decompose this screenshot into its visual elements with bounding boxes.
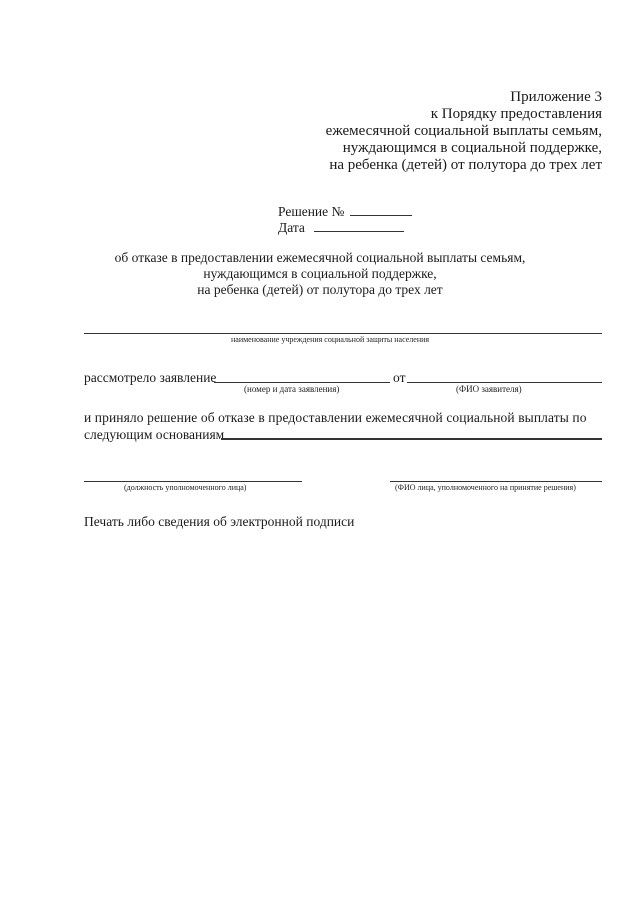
review-label: рассмотрело заявление [84, 370, 217, 385]
position-caption: (должность уполномоченного лица) [124, 483, 247, 492]
decision-date-label: Дата [278, 220, 305, 235]
decision-date-row [278, 220, 404, 236]
document-title [0, 250, 640, 298]
title-line: нуждающимся в социальной поддержке, [203, 266, 437, 281]
grounds-text: и приняло решение об отказе в предоставлении ежемесячной социальной выплаты по [84, 410, 587, 425]
appendix-line: Приложение 3 [510, 89, 602, 105]
name-caption: (ФИО лица, уполномоченного на принятие решения) [395, 483, 576, 492]
title-line: на ребенка (детей) от полутора до трех лет [197, 282, 443, 297]
appendix-line: нуждающимся в социальной поддержке, [342, 140, 602, 156]
institution-field[interactable] [84, 333, 602, 334]
applicant-caption: (ФИО заявителя) [456, 384, 522, 394]
application-caption: (номер и дата заявления) [244, 384, 340, 394]
decision-number-row [278, 204, 412, 220]
institution-caption: наименование учреждения социальной защиты населения [231, 335, 430, 344]
appendix-line: ежемесячной социальной выплаты семьям, [325, 123, 602, 139]
position-field[interactable] [84, 481, 302, 482]
application-field[interactable] [214, 382, 390, 383]
applicant-field[interactable] [407, 382, 602, 383]
decision-date-field[interactable] [314, 220, 404, 232]
stamp-text: Печать либо сведения об электронной подписи [84, 514, 355, 529]
decision-number-field[interactable] [350, 204, 412, 216]
appendix-header [326, 89, 602, 174]
decision-number-label: Решение № [278, 204, 345, 219]
appendix-line: к Порядку предоставления [430, 106, 602, 122]
grounds-label: следующим основаниям [84, 427, 225, 442]
review-from-label: от [393, 370, 406, 385]
appendix-line: на ребенка (детей) от полутора до трех лет [329, 157, 602, 173]
name-field[interactable] [390, 481, 602, 482]
title-line: об отказе в предоставлении ежемесячной социальной выплаты семьям, [114, 250, 526, 265]
grounds-field[interactable] [221, 438, 602, 440]
